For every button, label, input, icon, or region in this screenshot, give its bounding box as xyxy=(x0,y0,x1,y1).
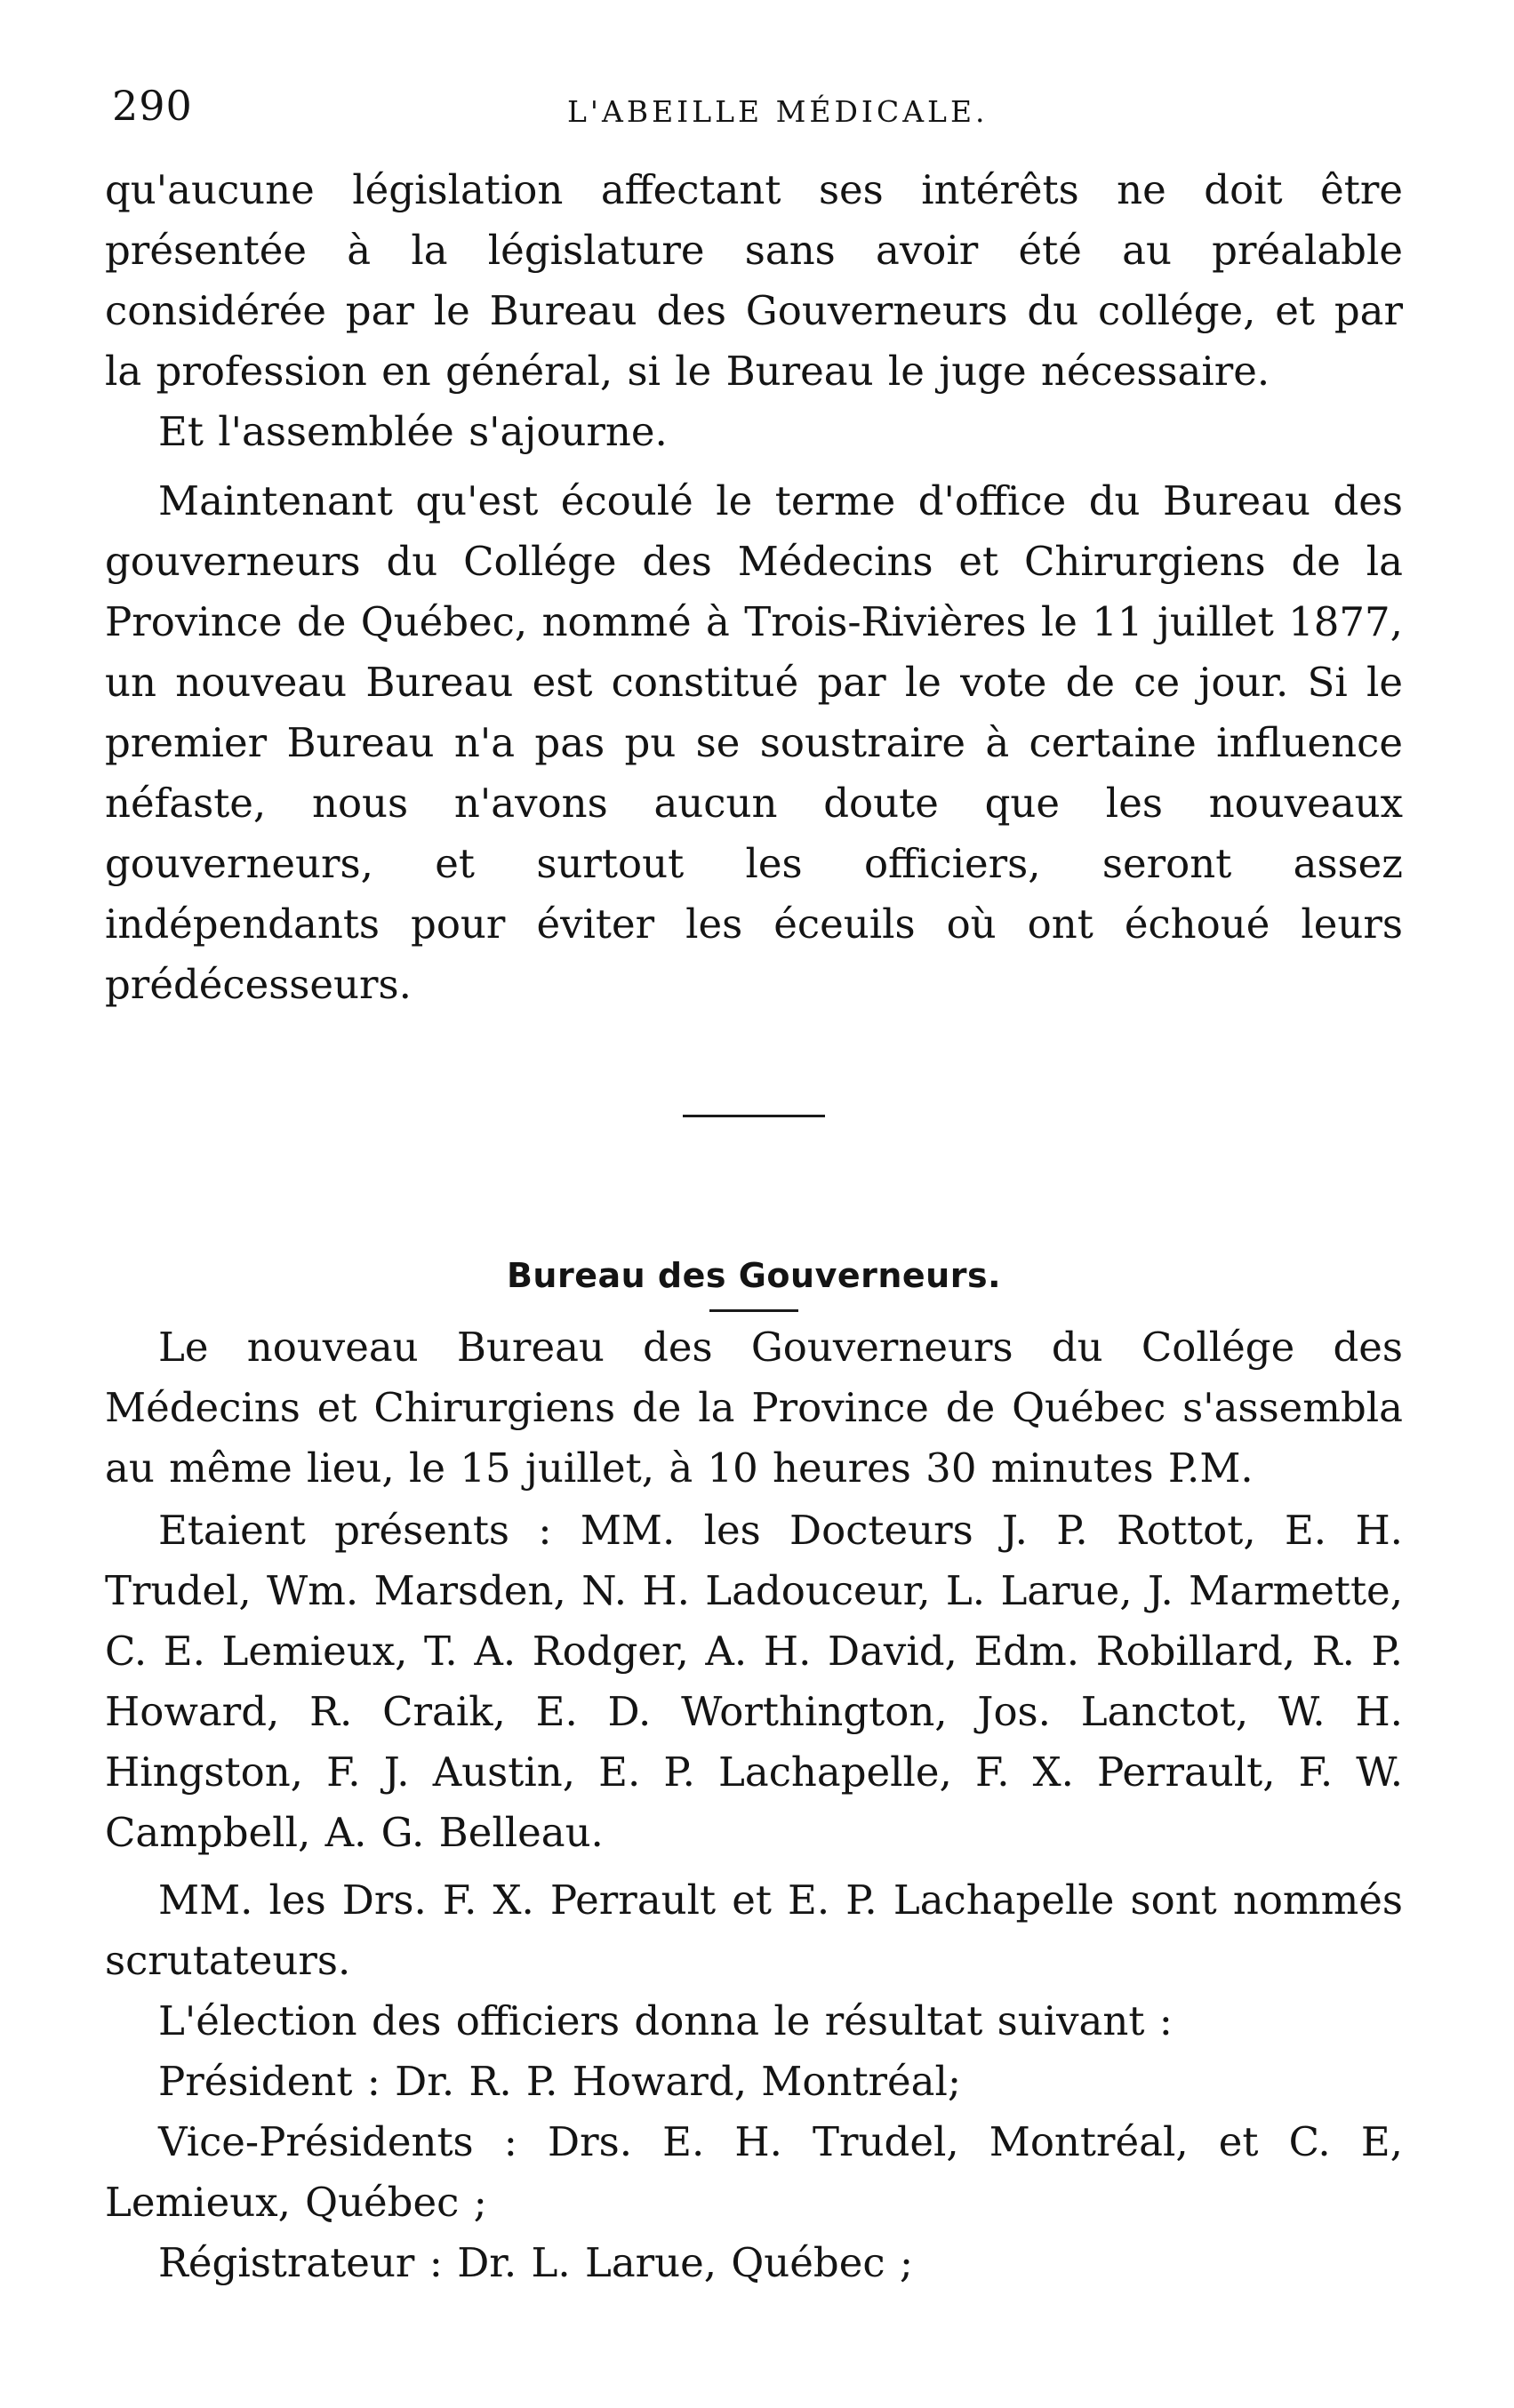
officer-registrar: Régistrateur : Dr. L. Larue, Québec ; xyxy=(158,2239,914,2286)
paragraph-meeting-intro: Le nouveau Bureau des Gouverneurs du Collége des Médecins et Chirurgiens de la Province de Québec s'assembla au même lieu, le 15 juillet, à 10 heures 30 minutes P.M. xyxy=(105,1324,1403,1492)
running-head xyxy=(105,82,1403,144)
paragraph-adjournment: Et l'assemblée s'ajourne. xyxy=(158,408,668,455)
section-divider-rule xyxy=(683,1115,825,1117)
book-page xyxy=(105,82,1403,2293)
paragraph-scrutineers: MM. les Drs. F. X. Perrault et E. P. Lachapelle sont nommés scrutateurs. xyxy=(105,1876,1403,1984)
page-number: 290 xyxy=(112,82,193,130)
paragraph-continued: qu'aucune législation affectant ses intérêts ne doit être présentée à la législature sans avoir été au préalable considérée par le Bureau des Gouverneurs du collége, et par la profession en général, si le Bureau le juge nécessaire. xyxy=(105,166,1403,395)
officer-president: Président : Dr. R. P. Howard, Montréal; xyxy=(158,2058,962,2105)
paragraph-attendees: Etaient présents : MM. les Docteurs J. P. Rottot, E. H. Trudel, Wm. Marsden, N. H. Ladouceur, L. Larue, J. Marmette, C. E. Lemieux, T. A. Rodger, A. H. David, Edm. Robillard, R. P. Howard, R. Craik, E. D. Worthington, Jos. Lanctot, W. H. Hingston, F. J. Austin, E. P. Lachapelle, F. X. Perrault, F. W. Campbell, A. G. Belleau. xyxy=(105,1507,1403,1856)
heading-underline-rule xyxy=(709,1309,798,1312)
paragraph-editorial-comment: Maintenant qu'est écoulé le terme d'office du Bureau des gouverneurs du Collége des Médecins et Chirurgiens de la Province de Québec, nommé à Trois-Rivières le 11 juillet 1877, un nouveau Bureau est constitué par le vote de ce jour. Si le premier Bureau n'a pas pu se soustraire à certaine influence néfaste, nous n'avons aucun doute que les nouveaux gouverneurs, et surtout les officiers, seront assez indépendants pour éviter les éceuils où ont échoué leurs prédécesseurs. xyxy=(105,477,1403,1008)
section-heading: Bureau des Gouverneurs. xyxy=(506,1256,1002,1295)
paragraph-election-intro: L'élection des officiers donna le résultat suivant : xyxy=(158,1997,1173,2044)
journal-title: L'ABEILLE MÉDICALE. xyxy=(567,94,989,129)
officer-vice-presidents: Vice-Présidents : Drs. E. H. Trudel, Montréal, et C. E, Lemieux, Québec ; xyxy=(105,2118,1403,2226)
